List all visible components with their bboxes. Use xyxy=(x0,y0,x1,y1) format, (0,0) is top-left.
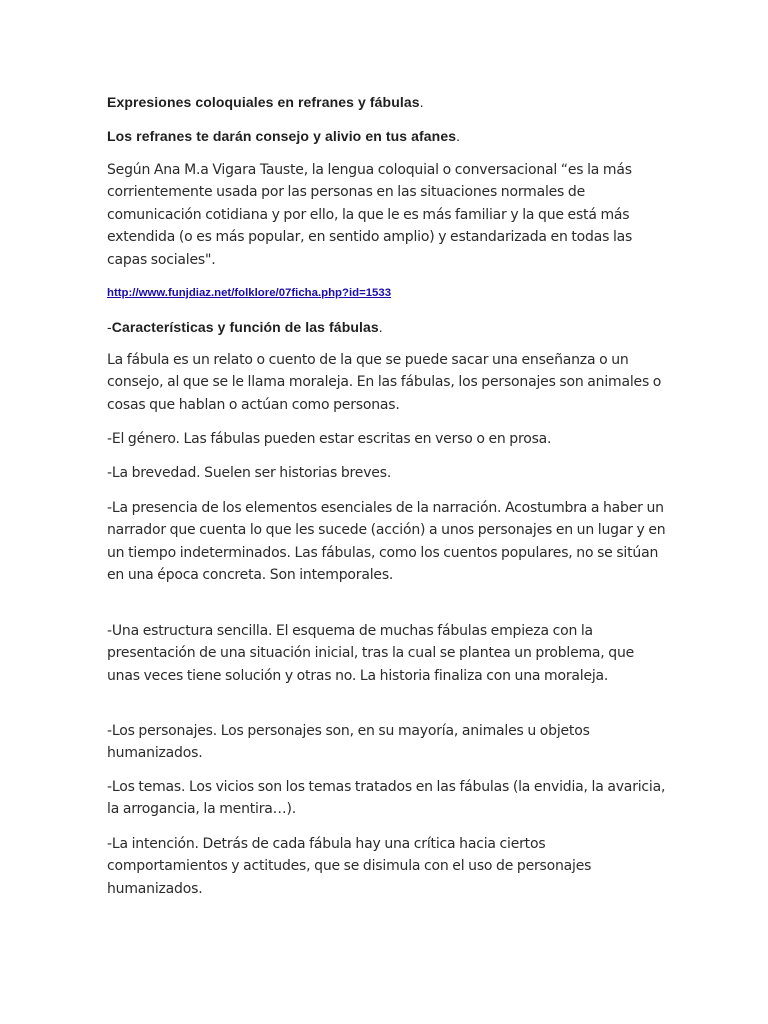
section-heading: -Características y función de las fábulas. xyxy=(107,319,383,335)
intention-paragraph: -La intención. Detrás de cada fábula hay una crítica hacia ciertos comportamientos y actitudes, que se disimula con el uso de personajes humanizados. xyxy=(107,836,592,897)
brevity-paragraph: -La brevedad. Suelen ser historias breves. xyxy=(107,465,392,481)
document-subtitle: Los refranes te darán consejo y alivio en tus afanes. xyxy=(107,128,461,144)
themes-paragraph: -Los temas. Los vicios son los temas tratados en las fábulas (la envidia, la avaricia, la arrogancia, la mentira…). xyxy=(107,779,666,818)
structure-paragraph: -Una estructura sencilla. El esquema de muchas fábulas empieza con la presentación de una situación inicial, tras la cual se plantea un problema, que unas veces tiene solución y otras no. La historia finaliza con una moraleja. xyxy=(107,623,635,684)
source-link[interactable]: http://www.funjdiaz.net/folklore/07ficha.php?id=1533 xyxy=(107,287,392,299)
characters-paragraph: -Los personajes. Los personajes son, en su mayoría, animales u objetos humanizados. xyxy=(107,723,590,762)
genre-paragraph: -El género. Las fábulas pueden estar escritas en verso o en prosa. xyxy=(107,431,552,447)
intro-paragraph: Según Ana M.a Vigara Tauste, la lengua coloquial o conversacional “es la más corrientemente usada por las personas en las situaciones normales de comunicación cotidiana y por ello, la que le es más familiar y la que está más extendida (o es más popular, en sentido amplio) y estandarizada en todas las capas sociales". xyxy=(107,162,633,268)
fable-definition-paragraph: La fábula es un relato o cuento de la que se puede sacar una enseñanza o un consejo, al que se le llama moraleja. En las fábulas, los personajes son animales o cosas que hablan o actúan como personas. xyxy=(107,352,662,413)
document-title: Expresiones coloquiales en refranes y fábulas. xyxy=(107,94,424,110)
narrative-elements-paragraph: -La presencia de los elementos esenciales de la narración. Acostumbra a haber un narrador que cuenta lo que les sucede (acción) a unos personajes en un lugar y en un tiempo indeterminados. Las fábulas, como los cuentos populares, no se sitúan en una época concreta. Son intemporales. xyxy=(107,500,666,584)
